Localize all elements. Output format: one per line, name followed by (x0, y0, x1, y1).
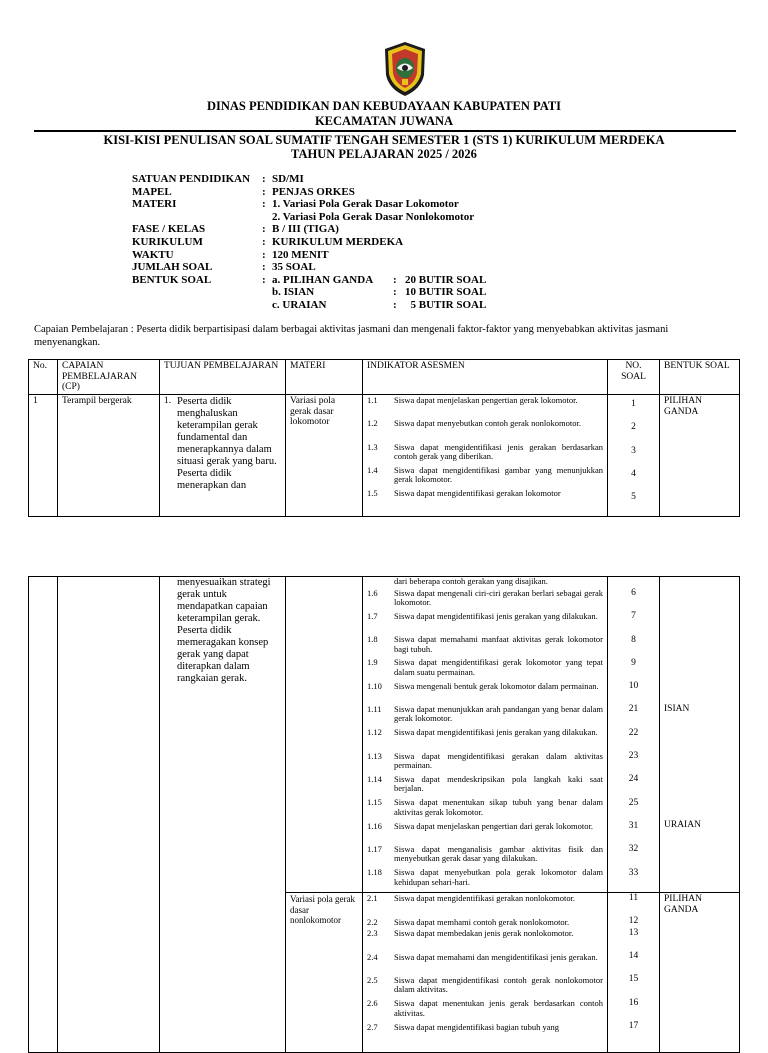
indicator-item: 1.2 Siswa dapat menyebutkan contoh gerak nonlokomotor. (367, 418, 581, 429)
soal-number: 11 (628, 893, 639, 904)
indicator-item: 2.7 Siswa dapat mengidentifikasi bagian tubuh yang (367, 1021, 560, 1032)
bentuk-count: 20 BUTIR SOAL (405, 273, 487, 286)
header-line-2: KECAMATAN JUWANA (314, 114, 454, 128)
tp-text: Peserta didik menghaluskan keterampilan gerak fundamental dan menerapkannya dalam situasi gerak yang baru. Peserta didik menerapkan dan (177, 396, 277, 491)
indicator-item: dari beberapa contoh gerakan yang disajikan. (394, 576, 548, 586)
info-colon: : (262, 248, 266, 261)
soal-number: 21 (628, 704, 639, 715)
soal-number: 1 (631, 399, 636, 409)
info-colon: : (262, 273, 266, 286)
soal-number: 6 (631, 588, 636, 598)
indicator-item: 2.4 Siswa dapat memahami dan mengidentifikasi jenis gerakan. (367, 951, 598, 962)
kabupaten-pati-emblem (383, 41, 427, 97)
info-row-materi (132, 198, 486, 211)
indicator-item: 1.8 Siswa dapat memahami manfaat aktivitas gerak lokomotor bagi tubuh. (367, 634, 603, 654)
indicator-item: 1.17 Siswa dapat menganalisis gambar aktivitas fisik dan menyebutkan gerak dasar yang dilakukan. (367, 843, 603, 864)
soal-number: 4 (631, 468, 636, 479)
info-colon: : (262, 185, 266, 198)
tp-text: menyesuaikan strategi gerak untuk mendapatkan capaian keterampilan gerak. Peserta didik memeragakan konsep gerak yang dapat diterapkan dalam rangkaian gerak. (177, 577, 271, 684)
bentuk-option: b. ISIAN (272, 286, 315, 299)
soal-number: 32 (628, 844, 639, 855)
info-row-satuan (132, 173, 486, 186)
info-colon: : (262, 223, 266, 236)
indicator-item: 1.13 Siswa dapat mengidentifikasi gerakan dalam aktivitas permainan. (367, 750, 603, 771)
header-cp: CAPAIAN PEMBELAJARAN (CP) (58, 360, 160, 395)
info-row-bentuk (132, 274, 486, 287)
soal-number: 31 (628, 820, 639, 831)
info-colon: : (262, 235, 266, 248)
indicator-item: 1.9 Siswa dapat mengidentifikasi gerak lokomotor yang tepat dalam suatu permainan. (367, 657, 603, 677)
row-no-soal (608, 577, 660, 893)
bentuk-option: c. URAIAN (272, 298, 327, 311)
row-indicators (363, 893, 608, 1053)
info-colon: : (262, 198, 266, 211)
info-value: 2. Variasi Pola Gerak Dasar Nonlokomotor (272, 210, 475, 223)
row-no-soal (608, 395, 660, 517)
indicator-item: 1.7 Siswa dapat mengidentifikasi jenis gerakan yang dilakukan. (367, 610, 598, 621)
soal-number: 12 (628, 916, 639, 927)
info-label: MATERI (132, 198, 177, 211)
document-title: KISI-KISI PENULISAN SOAL SUMATIF TENGAH SEMESTER 1 (STS 1) KURIKULUM MERDEKA (103, 133, 665, 147)
row-no-soal (608, 893, 660, 1053)
indicator-item: 1.15 Siswa dapat menentukan sikap tubuh yang benar dalam aktivitas gerak lokomotor. (367, 797, 603, 817)
row-indicators (363, 577, 608, 893)
row-tp (160, 577, 286, 1053)
info-row-kurikulum (132, 236, 486, 249)
indicator-item: 1.5 Siswa dapat mengidentifikasi gerakan lokomotor (367, 488, 561, 499)
table-row (29, 395, 740, 517)
kisi-kisi-table-page-2 (28, 576, 740, 1053)
indicator-item: 1.4 Siswa dapat mengidentifikasi gambar yang menunjukkan gerak lokomotor. (367, 464, 603, 485)
soal-number: 25 (628, 797, 639, 808)
indicator-item: 1.16 Siswa dapat menjelaskan pengertian dari gerak lokomotor. (367, 820, 593, 831)
indicator-item: 1.3 Siswa dapat mengidentifikasi jenis gerakan berdasarkan contoh gerak yang diberikan. (367, 441, 603, 461)
info-label: WAKTU (132, 248, 174, 261)
table-header-row (29, 360, 740, 395)
identity-block (132, 173, 486, 312)
kisi-kisi-table-page-1 (28, 359, 740, 517)
row-tp (160, 395, 286, 517)
header-divider (34, 130, 736, 132)
bentuk-uraian: URAIAN (664, 820, 701, 830)
soal-number: 3 (631, 445, 636, 456)
row-bentuk: PILIHAN GANDA (660, 395, 740, 517)
info-value: KURIKULUM MERDEKA (272, 235, 404, 248)
soal-number: 9 (631, 657, 636, 668)
info-colon: : (393, 298, 397, 311)
bentuk-count: 10 BUTIR SOAL (405, 286, 487, 299)
indicator-item: 1.12 Siswa dapat mengidentifikasi jenis gerakan yang dilakukan. (367, 727, 598, 738)
info-colon: : (262, 173, 266, 185)
soal-number: 7 (631, 611, 636, 622)
info-colon: : (262, 261, 266, 274)
academic-year: TAHUN PELAJARAN 2025 / 2026 (291, 147, 477, 161)
info-label: JUMLAH SOAL (132, 261, 213, 274)
info-row-fase (132, 223, 486, 236)
info-row-materi-2 (132, 211, 486, 224)
bentuk-count: 5 BUTIR SOAL (405, 298, 487, 311)
info-value: 120 MENIT (272, 248, 329, 261)
row-bentuk: PILIHAN GANDA (660, 893, 740, 1053)
info-value: B / III (TIGA) (272, 223, 339, 236)
info-value: 35 SOAL (272, 261, 316, 274)
info-label: KURIKULUM (132, 235, 203, 248)
row-cp (58, 577, 160, 1053)
row-no: 1 (29, 395, 58, 517)
info-value: SD/MI (272, 173, 304, 185)
info-row-bentuk-b (132, 286, 486, 299)
info-row-jumlah (132, 261, 486, 274)
info-colon: : (393, 286, 397, 299)
soal-number: 14 (628, 951, 639, 962)
soal-number: 13 (628, 928, 639, 939)
indicator-item: 1.11 Siswa dapat menunjukkan arah pandangan yang benar dalam gerak lokomotor. (367, 704, 603, 724)
info-row-bentuk-c (132, 299, 486, 312)
indicator-item: 1.10 Siswa mengenali bentuk gerak lokomotor dalam permainan. (367, 680, 599, 691)
header-no-soal: NO. SOAL (608, 360, 660, 395)
bentuk-isian: ISIAN (664, 704, 690, 714)
soal-number: 8 (631, 634, 636, 645)
soal-number: 16 (628, 997, 639, 1008)
soal-number: 15 (628, 974, 639, 985)
info-label: FASE / KELAS (132, 223, 206, 236)
soal-number: 33 (628, 867, 639, 878)
indicator-item: 2.2 Siswa dapat memhami contoh gerak nonlokomotor. (367, 916, 570, 927)
header-indikator: INDIKATOR ASESMEN (363, 360, 608, 395)
capaian-pembelajaran-text: Capaian Pembelajaran : Peserta didik berpartisipasi dalam berbagai aktivitas jasmani dan mengenali faktor-faktor yang menyebabkan aktivitas jasmani menyenangkan. (34, 324, 669, 348)
soal-number: 24 (628, 774, 639, 785)
header-materi: MATERI (286, 360, 363, 395)
row-indicators (363, 395, 608, 517)
indicator-item: 1.1 Siswa dapat menjelaskan pengertian gerak lokomotor. (367, 395, 578, 405)
indicator-item: 1.6 Siswa dapat mengenali ciri-ciri gerakan berlari sebagai gerak lokomotor. (367, 587, 603, 607)
header-tp: TUJUAN PEMBELAJARAN (160, 360, 286, 395)
info-value: PENJAS ORKES (272, 185, 355, 198)
row-materi (286, 577, 363, 893)
bentuk-option: a. PILIHAN GANDA (272, 273, 374, 286)
indicator-item: 2.5 Siswa dapat mengidentifikasi contoh gerak nonlokomotor dalam aktivitas. (367, 974, 603, 995)
info-label: MAPEL (132, 185, 172, 198)
tp-number: 1. (164, 396, 172, 406)
row-bentuk (660, 577, 740, 893)
indicator-item: 2.1 Siswa dapat mengidentifikasi gerakan nonlokomotor. (367, 893, 576, 904)
info-label: SATUAN PENDIDIKAN (132, 173, 251, 185)
soal-number: 10 (628, 681, 639, 692)
table-row (29, 577, 740, 893)
indicator-item: 1.18 Siswa dapat menyebutkan pola gerak lokomotor dalam kehidupan sehari-hari. (367, 867, 603, 887)
info-value: 1. Variasi Pola Gerak Dasar Lokomotor (272, 198, 459, 211)
soal-number: 5 (631, 492, 636, 503)
soal-number: 22 (628, 727, 639, 738)
soal-number: 17 (628, 1020, 639, 1031)
row-cp: Terampil bergerak (58, 395, 160, 517)
soal-number: 23 (628, 751, 639, 762)
indicator-item: 1.14 Siswa dapat mendeskripsikan pola langkah kaki saat berjalan. (367, 773, 603, 794)
soal-number: 2 (631, 422, 636, 433)
row-materi: Variasi pola gerak dasar lokomotor (286, 395, 363, 517)
row-no (29, 577, 58, 1053)
info-label: BENTUK SOAL (132, 273, 212, 286)
info-row-mapel (132, 186, 486, 199)
header-line-1: DINAS PENDIDIKAN DAN KEBUDAYAAN KABUPATEN PATI (206, 99, 562, 113)
header-bentuk: BENTUK SOAL (660, 360, 740, 395)
indicator-item: 2.6 Siswa dapat menentukan jenis gerak berdasarkan contoh aktivitas. (367, 998, 603, 1018)
header-no: No. (29, 360, 58, 395)
indicator-item: 2.3 Siswa dapat membedakan jenis gerak nonlokomotor. (367, 928, 574, 939)
info-row-waktu (132, 249, 486, 262)
row-materi: Variasi pola gerak dasar nonlokomotor (286, 893, 363, 1053)
info-colon: : (393, 273, 397, 286)
